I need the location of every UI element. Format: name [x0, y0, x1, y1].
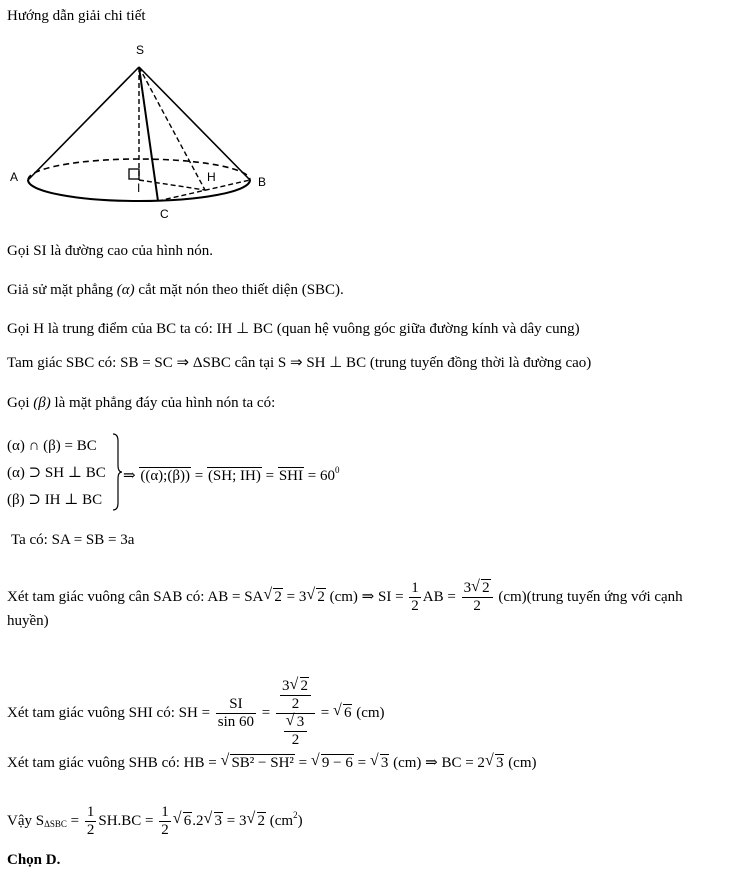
- line-3: Gọi H là trung điểm của BC ta có: IH ⊥ BC (quan hệ vuông góc giữa đường kính và dây cung): [7, 321, 580, 337]
- line-9: Xét tam giác vuông SHB có: HB = √ SB² − SH² = √ 9 − 6 = √ 3 (cm) ⇒ BC = 2√ 3 (cm): [7, 754, 537, 772]
- heading: Hướng dẫn giải chi tiết: [7, 8, 146, 24]
- right-angle-mark: [129, 169, 139, 179]
- segment-IH: [139, 180, 205, 190]
- line-2: Giả sử mặt phẳng (α) cắt mặt nón theo thiết diện (SBC).: [7, 282, 344, 298]
- line-7b: huyền): [7, 613, 49, 629]
- label-I: I: [137, 181, 141, 195]
- label-C: C: [160, 207, 169, 221]
- line-10: Vậy $S_{\Delta SBC}$ = $\frac{1}{2}$ SH.BC = $\frac{1}{2}$ √ 6.2√ 3 = 3√ 2 $(cm^2)$: [7, 804, 303, 839]
- label-A: A: [10, 170, 19, 184]
- cone-figure: [0, 40, 300, 225]
- answer: Chọn D.: [7, 852, 61, 868]
- line-6: Ta có: SA = SB = 3a: [11, 532, 135, 548]
- label-S: S: [136, 43, 145, 57]
- line-1: Gọi SI là đường cao của hình nón.: [7, 243, 214, 259]
- line-8: Xét tam giác vuông SHI có: SH = $\frac{SI}{\sin 60}$ = $\frac{3√ 2}{2}$ √ $\frac{3}{2}$ = √ 6 (cm): [7, 678, 385, 749]
- line-5: Gọi (β) là mặt phẳng đáy của hình nón ta có:: [7, 395, 276, 411]
- system-row-3: (β) ⊃ IH ⊥ BC: [7, 492, 103, 508]
- equation-system: [7, 433, 106, 514]
- right-brace: [112, 433, 122, 511]
- edge-SB: [139, 67, 250, 180]
- label-H: H: [207, 170, 216, 184]
- system-row-1: (α) ∩ (β) = BC: [7, 438, 97, 454]
- edge-SA: [28, 67, 139, 180]
- label-B: B: [258, 175, 267, 189]
- line-4: Tam giác SBC có: SB = SC ⇒ ΔSBC cân tại S ⇒ SH ⊥ BC (trung tuyến đồng thời là đường cao): [7, 355, 592, 371]
- segment-SH: [139, 67, 205, 190]
- system-row-2: (α) ⊃ SH ⊥ BC: [7, 465, 106, 481]
- angle-result: ⇒ ((α);(β)) = (SH; IH) = SHI = $60^0$: [123, 465, 340, 484]
- line-7: Xét tam giác vuông cân SAB có: AB = SA√ 2 = 3√ 2 (cm) ⇒ SI = $\frac{1}{2}$ AB = $\frac{3√ 2}{2}$ (cm)(trung tuyến ứng với cạnh: [7, 580, 683, 615]
